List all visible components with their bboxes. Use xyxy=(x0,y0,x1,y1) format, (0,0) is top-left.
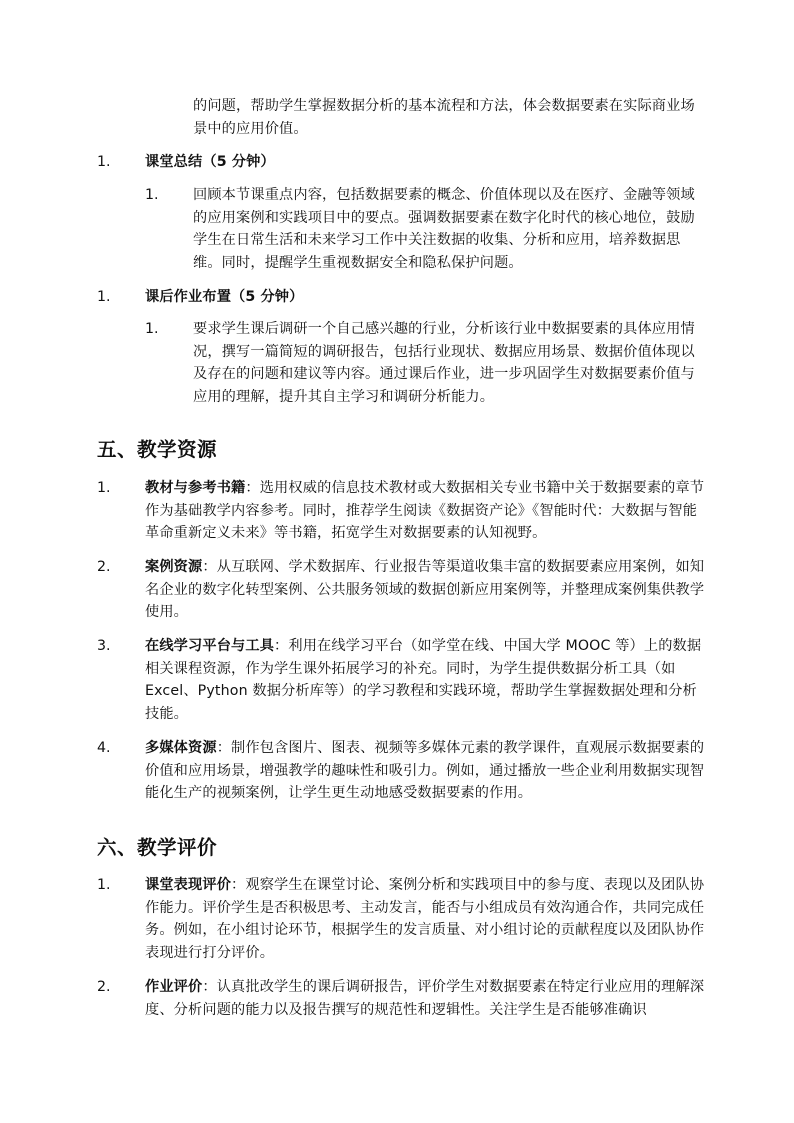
homework-text: 要求学生课后调研一个自己感兴趣的行业，分析该行业中数据要素的具体应用情况，撰写一篇简短的调研报告，包括行业现状、数据应用场景、数据价值体现以及存在的问题和建议等内容。通过课后作业，进一步巩固学生对数据要素价值与应用的理解，提升其自主学习和调研分析能力。 xyxy=(193,321,695,406)
list-number: 1. xyxy=(97,480,111,496)
item-label: 多媒体资源 xyxy=(145,740,217,756)
section-heading-resources: 五、教学资源 xyxy=(97,438,218,461)
section-heading-evaluation: 六、教学评价 xyxy=(97,836,218,859)
item-label: 教材与参考书籍 xyxy=(145,480,246,496)
item-text: ：利用在线学习平台（如学堂在线、中国大学 MOOC 等）上的数据相关课程资源，作为学生课外拓展学习的补充。同时，为学生提供数据分析工具（如 Excel、Python 数据分析库等）的学习教程和实践环境，帮助学生掌握数据处理和分析技能。 xyxy=(145,638,702,723)
sub-list-number: 1. xyxy=(145,321,159,337)
item-label: 课堂表现评价 xyxy=(145,877,232,893)
class-summary-text: 回顾本节课重点内容，包括数据要素的概念、价值体现以及在医疗、金融等领域的应用案例和实践项目中的要点。强调数据要素在数字化时代的核心地位，鼓励学生在日常生活和未来学习工作中关注数据的收集、分析和应用，培养数据思维。同时，提醒学生重视数据安全和隐私保护问题。 xyxy=(193,187,695,272)
list-number: 1. xyxy=(97,154,111,170)
evaluation-item-homework xyxy=(145,976,705,1021)
continued-paragraph: 的问题，帮助学生掌握数据分析的基本流程和方法，体会数据要素在实际商业场景中的应用价值。 xyxy=(193,98,695,137)
item-text: ：认真批改学生的课后调研报告，评价学生对数据要素在特定行业应用的理解深度、分析问题的能力以及报告撰写的规范性和逻辑性。关注学生是否能够准确识 xyxy=(145,979,705,1018)
item-text: ：制作包含图片、图表、视频等多媒体元素的教学课件，直观展示数据要素的价值和应用场景，增强教学的趣味性和吸引力。例如，通过播放一些企业利用数据实现智能化生产的视频案例，让学生更生动地感受数据要素的作用。 xyxy=(145,740,705,802)
resource-item-multimedia xyxy=(145,737,705,805)
resource-item-online-platforms xyxy=(145,635,705,726)
resource-item-cases xyxy=(145,556,705,624)
item-label: 作业评价 xyxy=(145,979,203,995)
item-text: ：从互联网、学术数据库、行业报告等渠道收集丰富的数据要素应用案例，如知名企业的数字化转型案例、公共服务领域的数据创新应用案例等，并整理成案例集供教学使用。 xyxy=(145,559,705,621)
item-text: ：观察学生在课堂讨论、案例分析和实践项目中的参与度、表现以及团队协作能力。评价学生是否积极思考、主动发言，能否与小组成员有效沟通合作，共同完成任务。例如，在小组讨论环节，根据学生的发言质量、对小组讨论的贡献程度以及团队协作表现进行打分评价。 xyxy=(145,877,705,962)
item-text: ：选用权威的信息技术教材或大数据相关专业书籍中关于数据要素的章节作为基础教学内容参考。同时，推荐学生阅读《数据资产论》《智能时代：大数据与智能革命重新定义未来》等书籍，拓宽学生对数据要素的认知视野。 xyxy=(145,480,705,542)
item-title-homework: 课后作业布置（5 分钟） xyxy=(145,289,304,305)
item-label: 在线学习平台与工具 xyxy=(145,638,275,654)
list-number: 4. xyxy=(97,740,111,756)
list-number: 2. xyxy=(97,559,111,575)
resource-item-textbooks xyxy=(145,477,705,545)
list-number: 1. xyxy=(97,289,111,305)
item-title-class-summary: 课堂总结（5 分钟） xyxy=(145,154,275,170)
evaluation-item-classroom xyxy=(145,874,705,965)
list-number: 3. xyxy=(97,638,111,654)
item-label: 案例资源 xyxy=(145,559,203,575)
list-number: 1. xyxy=(97,877,111,893)
list-number: 2. xyxy=(97,979,111,995)
sub-list-number: 1. xyxy=(145,187,159,203)
